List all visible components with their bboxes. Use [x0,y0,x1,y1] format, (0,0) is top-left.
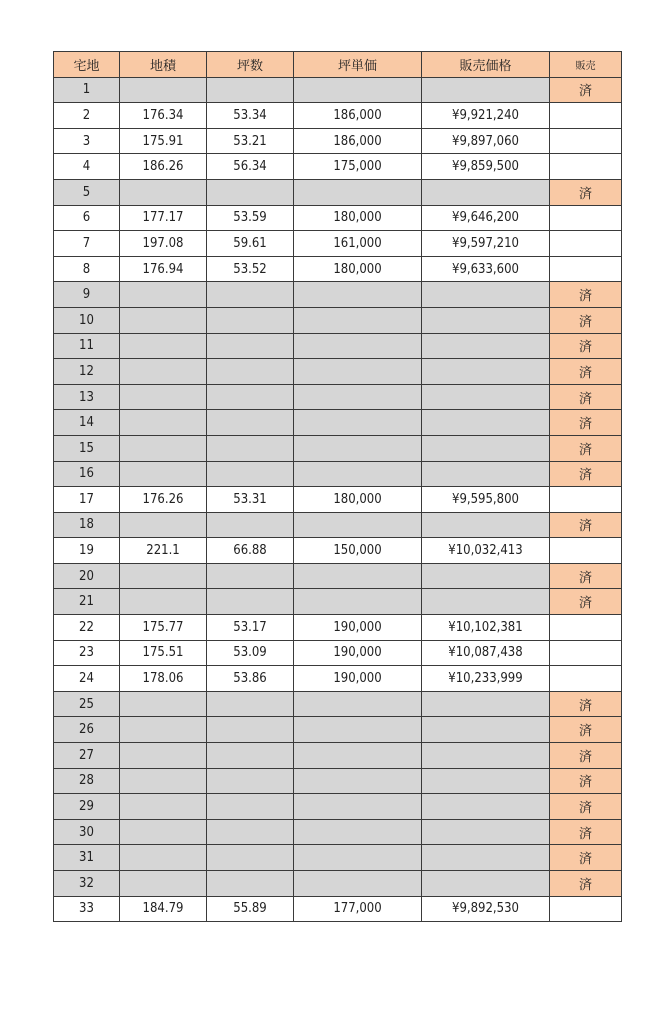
table-row [54,768,622,794]
table-row [54,77,622,103]
status-cell [550,538,622,564]
area-cell [120,691,207,717]
sale-price-cell [422,845,550,871]
unit-price-cell [294,743,422,769]
status-cell: 済 [550,512,622,538]
sale-price-cell [422,563,550,589]
table-row [54,640,622,666]
table-row [54,743,622,769]
sale-price-cell: ¥9,633,600 [422,256,550,282]
header-lot: 宅地 [54,52,120,78]
area-cell: 178.06 [120,666,207,692]
status-cell: 済 [550,768,622,794]
status-cell [550,615,622,641]
tsubo-cell: 53.09 [207,640,294,666]
lot-number-cell: 33 [54,896,120,922]
sale-price-cell [422,435,550,461]
table-row [54,691,622,717]
area-cell [120,819,207,845]
unit-price-cell [294,819,422,845]
tsubo-cell [207,179,294,205]
unit-price-cell [294,307,422,333]
lot-number-cell: 12 [54,359,120,385]
tsubo-cell: 53.59 [207,205,294,231]
area-cell [120,512,207,538]
status-cell: 済 [550,282,622,308]
area-cell: 175.91 [120,128,207,154]
unit-price-cell [294,410,422,436]
sale-price-cell [422,794,550,820]
area-cell [120,717,207,743]
sale-price-cell: ¥9,597,210 [422,231,550,257]
area-cell [120,359,207,385]
unit-price-cell [294,461,422,487]
unit-price-cell: 161,000 [294,231,422,257]
table-row [54,384,622,410]
tsubo-cell [207,333,294,359]
tsubo-cell [207,871,294,897]
lot-number-cell: 18 [54,512,120,538]
unit-price-cell [294,794,422,820]
sale-price-cell: ¥9,646,200 [422,205,550,231]
table-row [54,435,622,461]
lot-number-cell: 7 [54,231,120,257]
unit-price-cell [294,563,422,589]
sale-price-cell: ¥9,921,240 [422,103,550,129]
sale-price-cell [422,691,550,717]
sale-price-cell: ¥9,892,530 [422,896,550,922]
unit-price-cell [294,512,422,538]
area-cell [120,77,207,103]
table-row [54,871,622,897]
area-cell [120,435,207,461]
tsubo-cell: 66.88 [207,538,294,564]
status-cell: 済 [550,691,622,717]
lot-number-cell: 1 [54,77,120,103]
lot-price-table [53,51,622,922]
sale-price-cell: ¥9,595,800 [422,487,550,513]
status-cell [550,256,622,282]
sale-price-cell: ¥10,087,438 [422,640,550,666]
tsubo-cell: 53.21 [207,128,294,154]
area-cell [120,410,207,436]
lot-number-cell: 3 [54,128,120,154]
table-row [54,845,622,871]
sale-price-cell: ¥10,102,381 [422,615,550,641]
area-cell [120,563,207,589]
sale-price-cell [422,179,550,205]
area-cell [120,845,207,871]
lot-number-cell: 28 [54,768,120,794]
table-row [54,538,622,564]
status-cell: 済 [550,333,622,359]
area-cell [120,743,207,769]
lot-number-cell: 4 [54,154,120,180]
table-row [54,896,622,922]
tsubo-cell [207,691,294,717]
table-row [54,615,622,641]
status-cell: 済 [550,871,622,897]
lot-number-cell: 19 [54,538,120,564]
lot-number-cell: 22 [54,615,120,641]
area-cell [120,768,207,794]
unit-price-cell [294,282,422,308]
tsubo-cell [207,384,294,410]
unit-price-cell: 150,000 [294,538,422,564]
table-row [54,256,622,282]
tsubo-cell: 59.61 [207,231,294,257]
status-cell [550,666,622,692]
lot-number-cell: 15 [54,435,120,461]
table-row [54,333,622,359]
header-row [54,52,622,78]
sale-price-cell [422,359,550,385]
area-cell [120,461,207,487]
status-cell [550,640,622,666]
area-cell: 176.26 [120,487,207,513]
area-cell: 176.94 [120,256,207,282]
table-row [54,231,622,257]
tsubo-cell: 53.17 [207,615,294,641]
tsubo-cell [207,410,294,436]
status-cell: 済 [550,435,622,461]
sale-price-cell [422,461,550,487]
sale-price-cell [422,384,550,410]
sale-price-cell [422,819,550,845]
unit-price-cell [294,717,422,743]
table-row [54,307,622,333]
lot-number-cell: 24 [54,666,120,692]
table-row [54,717,622,743]
tsubo-cell [207,563,294,589]
unit-price-cell [294,359,422,385]
lot-number-cell: 14 [54,410,120,436]
unit-price-cell: 175,000 [294,154,422,180]
tsubo-cell: 53.31 [207,487,294,513]
lot-number-cell: 10 [54,307,120,333]
header-status: 販売 [550,52,622,78]
sale-price-cell [422,512,550,538]
tsubo-cell [207,589,294,615]
lot-number-cell: 23 [54,640,120,666]
table-row [54,487,622,513]
status-cell: 済 [550,359,622,385]
area-cell [120,384,207,410]
table-row [54,461,622,487]
lot-number-cell: 30 [54,819,120,845]
unit-price-cell [294,179,422,205]
lot-number-cell: 6 [54,205,120,231]
header-unit-price: 坪単価 [294,52,422,78]
area-cell: 175.77 [120,615,207,641]
area-cell: 197.08 [120,231,207,257]
table-row [54,819,622,845]
status-cell: 済 [550,589,622,615]
tsubo-cell [207,794,294,820]
lot-number-cell: 8 [54,256,120,282]
tsubo-cell: 53.52 [207,256,294,282]
tsubo-cell [207,845,294,871]
table-row [54,563,622,589]
area-cell: 221.1 [120,538,207,564]
unit-price-cell [294,77,422,103]
sale-price-cell [422,717,550,743]
sale-price-cell: ¥9,859,500 [422,154,550,180]
table-row [54,410,622,436]
lot-number-cell: 17 [54,487,120,513]
tsubo-cell [207,819,294,845]
table-header [54,52,622,78]
unit-price-cell [294,435,422,461]
unit-price-cell: 190,000 [294,666,422,692]
lot-number-cell: 20 [54,563,120,589]
area-cell [120,871,207,897]
area-cell [120,333,207,359]
status-cell: 済 [550,384,622,410]
tsubo-cell [207,359,294,385]
tsubo-cell [207,77,294,103]
lot-number-cell: 11 [54,333,120,359]
lot-number-cell: 25 [54,691,120,717]
lot-number-cell: 32 [54,871,120,897]
unit-price-cell [294,871,422,897]
table-row [54,179,622,205]
status-cell: 済 [550,794,622,820]
sale-price-cell [422,410,550,436]
status-cell [550,205,622,231]
sale-price-cell [422,589,550,615]
area-cell: 176.34 [120,103,207,129]
lot-number-cell: 31 [54,845,120,871]
lot-number-cell: 27 [54,743,120,769]
table-row [54,794,622,820]
unit-price-cell [294,333,422,359]
area-cell: 175.51 [120,640,207,666]
tsubo-cell [207,461,294,487]
unit-price-cell [294,768,422,794]
status-cell [550,128,622,154]
unit-price-cell: 186,000 [294,103,422,129]
table-row [54,512,622,538]
area-cell: 184.79 [120,896,207,922]
unit-price-cell [294,384,422,410]
lot-number-cell: 16 [54,461,120,487]
status-cell: 済 [550,819,622,845]
table-body [54,77,622,922]
tsubo-cell: 53.86 [207,666,294,692]
status-cell [550,154,622,180]
status-cell: 済 [550,307,622,333]
sale-price-cell [422,333,550,359]
table-row [54,128,622,154]
sale-price-cell [422,77,550,103]
tsubo-cell [207,768,294,794]
area-cell [120,179,207,205]
table-row [54,103,622,129]
tsubo-cell [207,512,294,538]
lot-number-cell: 21 [54,589,120,615]
unit-price-cell: 186,000 [294,128,422,154]
area-cell [120,307,207,333]
tsubo-cell [207,717,294,743]
sale-price-cell [422,768,550,794]
table-row [54,205,622,231]
lot-number-cell: 13 [54,384,120,410]
sale-price-cell [422,743,550,769]
lot-number-cell: 5 [54,179,120,205]
status-cell: 済 [550,77,622,103]
table-row [54,154,622,180]
header-sale-price: 販売価格 [422,52,550,78]
status-cell [550,896,622,922]
sale-price-cell [422,307,550,333]
lot-number-cell: 2 [54,103,120,129]
status-cell: 済 [550,717,622,743]
table-row [54,359,622,385]
tsubo-cell: 53.34 [207,103,294,129]
sale-price-cell: ¥10,032,413 [422,538,550,564]
area-cell [120,282,207,308]
unit-price-cell: 190,000 [294,640,422,666]
area-cell: 177.17 [120,205,207,231]
unit-price-cell: 180,000 [294,487,422,513]
sale-price-cell [422,871,550,897]
header-area: 地積 [120,52,207,78]
lot-number-cell: 9 [54,282,120,308]
tsubo-cell [207,307,294,333]
tsubo-cell: 55.89 [207,896,294,922]
table-row [54,282,622,308]
sale-price-cell: ¥10,233,999 [422,666,550,692]
tsubo-cell [207,282,294,308]
unit-price-cell: 177,000 [294,896,422,922]
sale-price-cell: ¥9,897,060 [422,128,550,154]
header-tsubo: 坪数 [207,52,294,78]
status-cell: 済 [550,845,622,871]
tsubo-cell [207,435,294,461]
unit-price-cell: 180,000 [294,205,422,231]
sale-price-cell [422,282,550,308]
unit-price-cell [294,845,422,871]
status-cell: 済 [550,410,622,436]
status-cell [550,487,622,513]
area-cell: 186.26 [120,154,207,180]
unit-price-cell: 180,000 [294,256,422,282]
unit-price-cell [294,691,422,717]
area-cell [120,589,207,615]
lot-number-cell: 29 [54,794,120,820]
unit-price-cell: 190,000 [294,615,422,641]
status-cell [550,103,622,129]
status-cell: 済 [550,743,622,769]
status-cell: 済 [550,179,622,205]
table-row [54,589,622,615]
table-row [54,666,622,692]
unit-price-cell [294,589,422,615]
tsubo-cell [207,743,294,769]
area-cell [120,794,207,820]
lot-number-cell: 26 [54,717,120,743]
status-cell: 済 [550,563,622,589]
status-cell: 済 [550,461,622,487]
status-cell [550,231,622,257]
tsubo-cell: 56.34 [207,154,294,180]
